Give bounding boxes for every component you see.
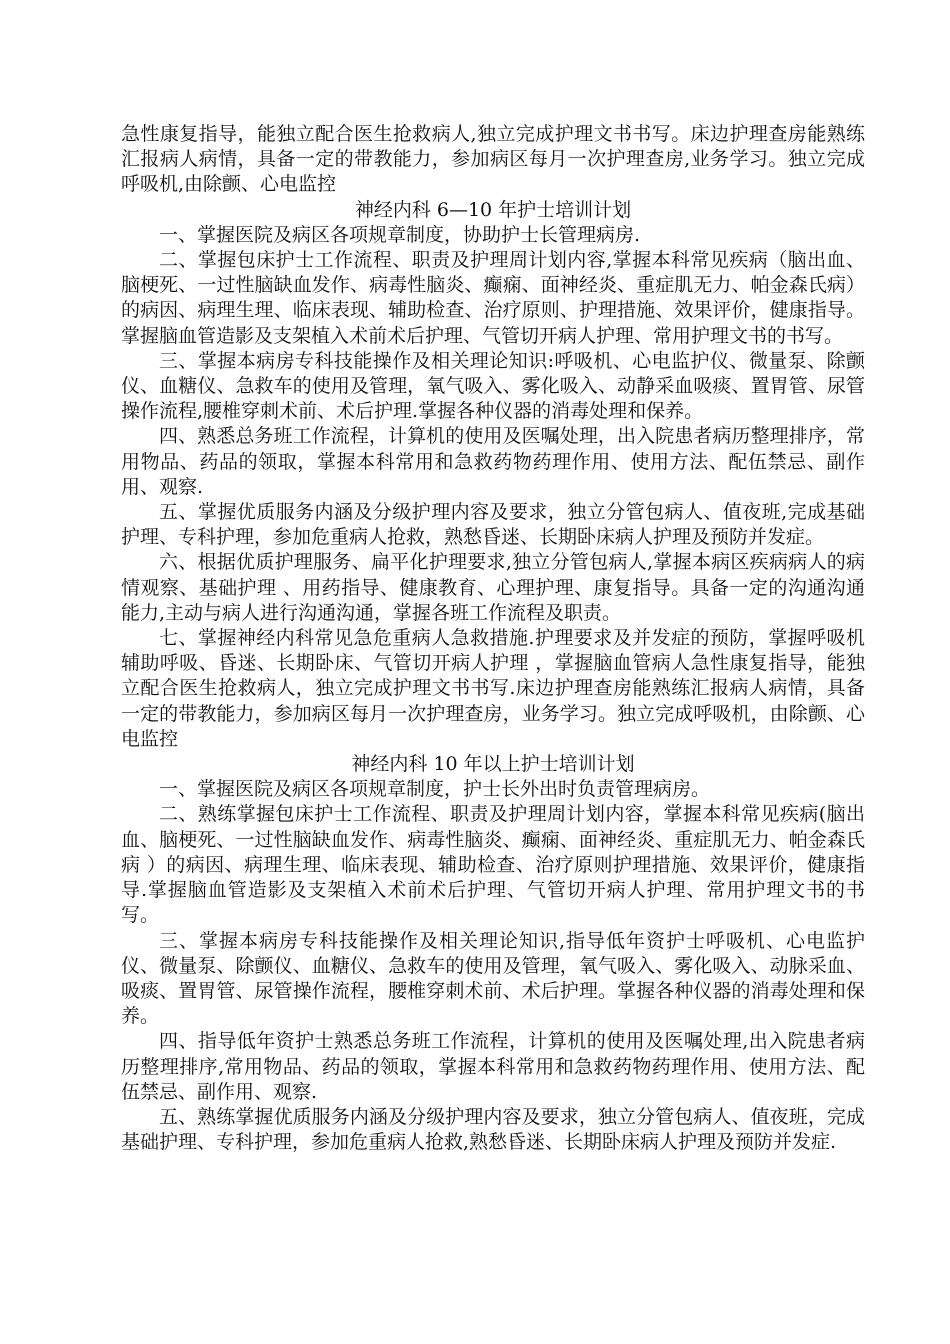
plan-6-10-item-5: 五、掌握优质服务内涵及分级护理内容及要求，独立分管包病人、值夜班,完成基础护理、专科护理，参加危重病人抢救，熟愁昏迷、长期卧床病人护理及预防并发症。 (121, 501, 865, 549)
plan-6-10-item-4: 四、熟悉总务班工作流程，计算机的使用及医嘱处理，出入院患者病历整理排序，常用物品、药品的领取，掌握本科常用和急救药物药理作用、使用方法、配伍禁忌、副作用、观察. (121, 425, 865, 498)
plan-10-plus-item-4: 四、指导低年资护士熟悉总务班工作流程，计算机的使用及医嘱处理,出入院患者病历整理排序,常用物品、药品的领取，掌握本科常用和急救药物药理作用、使用方法、配伍禁忌、副作用、观察. (121, 1030, 865, 1103)
plan-6-10-item-3: 三、掌握本病房专科技能操作及相关理论知识:呼吸机、心电监护仪、微量泵、除颤仪、血糖仪、急救车的使用及管理，氧气吸入、雾化吸入、动静采血吸痰、置胃管、尿管操作流程,腰椎穿刺术前、术后护理.掌握各种仪器的消毒处理和保养。 (121, 349, 865, 423)
section-title-6-10-years: 神经内科 6—10 年护士培训计划 (354, 198, 632, 221)
intro-paragraph: 急性康复指导，能独立配合医生抢救病人,独立完成护理文书书写。床边护理查房能熟练汇报病人病情，具备一定的带教能力，参加病区每月一次护理查房,业务学习。独立完成呼吸机,由除颤、心电监控 (121, 123, 865, 196)
plan-6-10-item-1: 一、掌握医院及病区各项规章制度，协助护士长管理病房. (159, 223, 641, 246)
plan-6-10-item-7: 七、掌握神经内科常见急危重病人急救措施.护理要求及并发症的预防，掌握呼吸机辅助呼吸、昏迷、长期卧床、气管切开病人护理 ，掌握脑血管病人急性康复指导，能独立配合医生抢救病人，独立完成护理文书书写.床边护理查房能熟练汇报病人病情，具备一定的带教能力，参加病区每月一次护理查房，业务学习。独立完成呼吸机，由除颤、心电监控 (121, 627, 865, 750)
plan-10-plus-item-5: 五、熟练掌握优质服务内涵及分级护理内容及要求，独立分管包病人、值夜班，完成基础护理、专科护理，参加危重病人抢救,熟愁昏迷、长期卧床病人护理及预防并发症. (121, 1105, 865, 1154)
plan-10-plus-item-1: 一、掌握医院及病区各项规章制度，护士长外出时负责管理病房。 (159, 778, 711, 801)
section-title-10-plus-years: 神经内科 10 年以上护士培训计划 (351, 753, 635, 776)
plan-10-plus-item-3: 三、掌握本病房专科技能操作及相关理论知识,指导低年资护士呼吸机、心电监护仪、微量泵、除颤仪、血糖仪、急救车的使用及管理，氧气吸入、雾化吸入、动脉采血、吸痰、置胃管、尿管操作流程，腰椎穿刺术前、术后护理。掌握各种仪器的消毒处理和保养。 (121, 929, 865, 1028)
plan-10-plus-item-2: 二、熟练掌握包床护士工作流程、职责及护理周计划内容，掌握本科常见疾病(脑出血、脑梗死、一过性脑缺血发作、病毒性脑炎、癫痫、面神经炎、重症肌无力、帕金森氏病 ）的病因、病理生理、临床表现、辅助检查、治疗原则护理措施、效果评价，健康指导.掌握脑血管造影及支架植入术前术后护理、气管切开病人护理、常用护理文书的书写。 (121, 803, 865, 927)
plan-6-10-item-2: 二、掌握包床护士工作流程、职责及护理周计划内容,掌握本科常见疾病（脑出血、脑梗死、一过性脑缺血发作、病毒性脑炎、癫痫、面神经炎、重症肌无力、帕金森氏病）的病因、病理生理、临床表现、辅助检查、治疗原则、护理措施、效果评价，健康指导。掌握脑血管造影及支架植入术前术后护理、气管切开病人护理、常用护理文书的书写。 (121, 249, 865, 347)
plan-6-10-item-6: 六、根据优质护理服务、扁平化护理要求,独立分管包病人,掌握本病区疾病病人的病情观察、基础护理 、用药指导、健康教育、心理护理、康复指导。具备一定的沟通沟通能力,主动与病人进行沟通沟通，掌握各班工作流程及职责。 (121, 551, 865, 624)
document-page (121, 122, 865, 1155)
